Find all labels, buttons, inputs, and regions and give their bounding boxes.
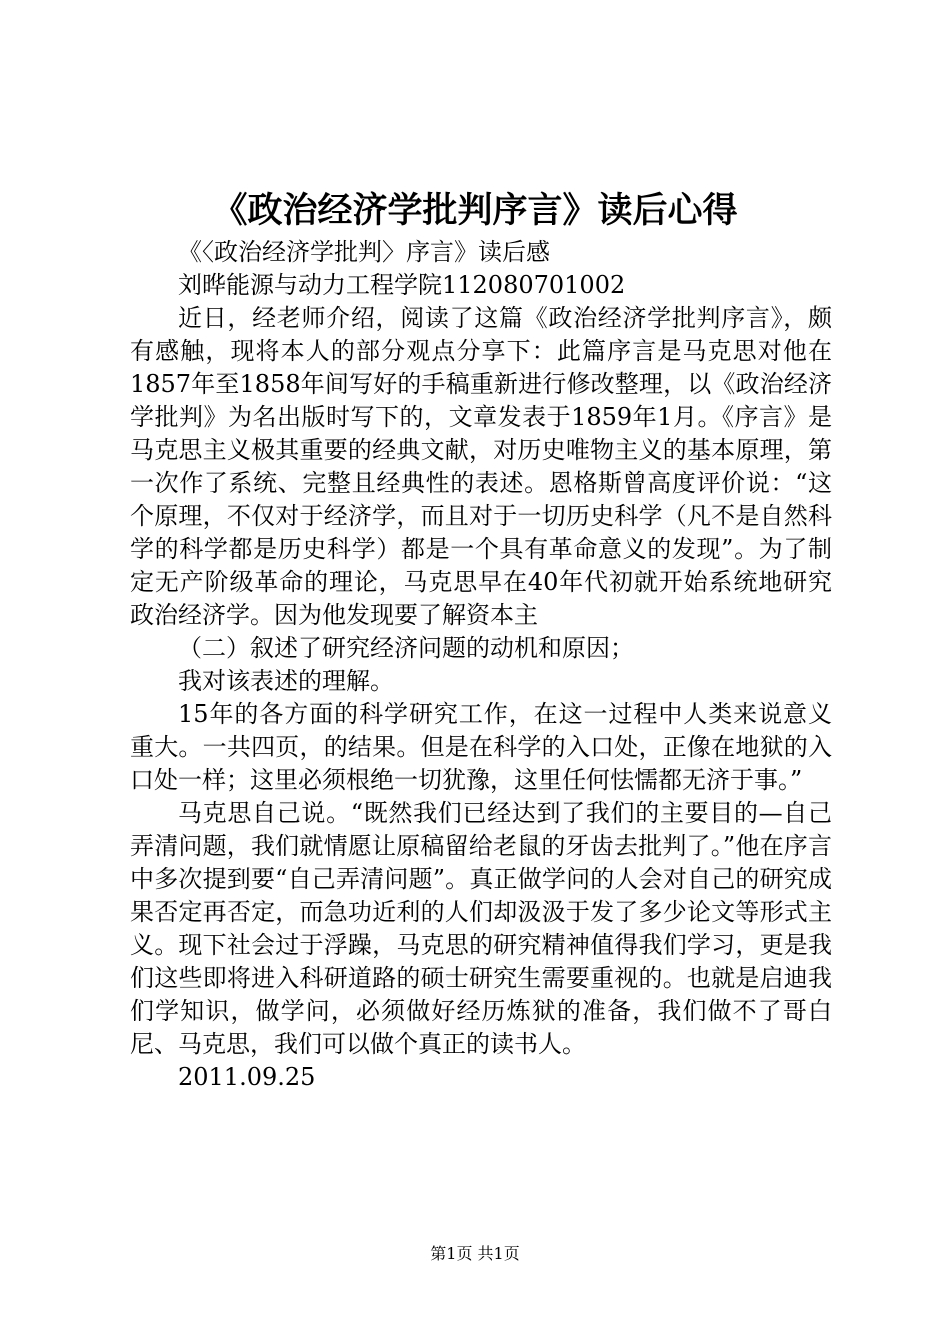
body-paragraph: （二）叙述了研究经济问题的动机和原因； xyxy=(178,634,634,662)
body-paragraph: 马克思自己说。“既然我们已经达到了我们的主要目的—自己弄清问题，我们就情愿让原稿留给老鼠的牙齿去批判了。”他在序言中多次提到要“自己弄清问题”。真正做学问的人会对自己的研究成果否定再否定，而急功近利的人们却汲汲于发了多少论文等形式主义。现下社会过于浮躁，马克思的研究精神值得我们学习，更是我们这些即将进入科研道路的硕士研究生需要重视的。也就是启迪我们学知识，做学问，必须做好经历炼狱的准备，我们做不了哥白尼、马克思，我们可以做个真正的读书人。 xyxy=(130,799,832,1058)
author-paragraph: 刘晔能源与动力工程学院112080701002 xyxy=(178,271,626,299)
body-paragraph: 15年的各方面的科学研究工作，在这一过程中人类来说意义重大。一共四页，的结果。但是在科学的入口处，正像在地狱的入口处一样；这里必须根绝一切犹豫，这里任何怯懦都无济于事。” xyxy=(130,700,832,794)
document-title: 《政治经济学批判序言》读后心得 xyxy=(212,190,738,231)
document-body xyxy=(130,236,832,1094)
subtitle-paragraph: 《〈政治经济学批判〉序言》读后感 xyxy=(178,238,550,266)
body-paragraph: 近日，经老师介绍，阅读了这篇《政治经济学批判序言》，颇有感触，现将本人的部分观点分享下：此篇序言是马克思对他在1857年至1858年间写好的手稿重新进行修改整理，以《政治经济学批判》为名出版时写下的，文章发表于1859年1月。《序言》是马克思主义极其重要的经典文献，对历史唯物主义的基本原理，第一次作了系统、完整且经典性的表述。恩格斯曾高度评价说：“这个原理，不仅对于经济学，而且对于一切历史科学（凡不是自然科学的科学都是历史科学）都是一个具有革命意义的发现”。为了制定无产阶级革命的理论，马克思早在40年代初就开始系统地研究政治经济学。因为他发现要了解资本主 xyxy=(130,304,832,629)
date-paragraph: 2011.09.25 xyxy=(178,1063,316,1091)
page-footer: 第1页 共1页 xyxy=(430,1244,520,1263)
body-paragraph: 我对该表述的理解。 xyxy=(178,667,394,695)
